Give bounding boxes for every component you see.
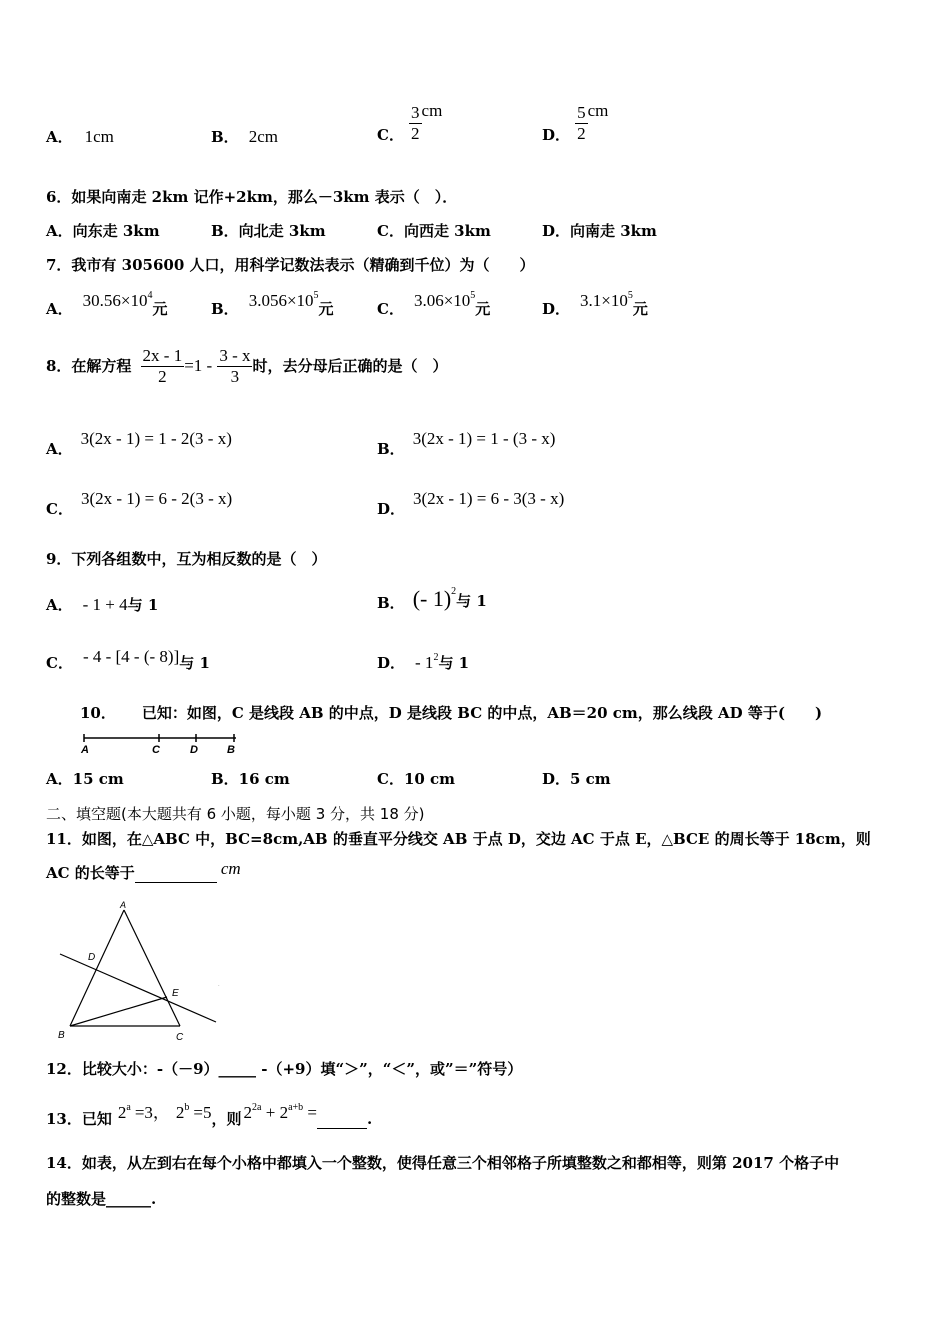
vertex-label-c: C bbox=[176, 1032, 184, 1043]
q6-option-c: C．向西走 3km bbox=[377, 222, 491, 240]
q8-option-a: A．3(2x - 1) = 1 - 2(3 - x) bbox=[46, 429, 232, 458]
q14-line2: 的整数是______. bbox=[46, 1190, 157, 1208]
stray-mark: . bbox=[218, 982, 220, 988]
q9-option-d: D． - $1^2$与 1 bbox=[377, 652, 470, 672]
section-heading: 二、填空题(本大题共有 6 小题，每小题 3 分，共 18 分) bbox=[46, 805, 425, 823]
q7-option-a: A． $30.56\times 10^4$元 bbox=[46, 290, 168, 318]
q11-line2: AC 的长等于 cm bbox=[46, 859, 241, 882]
q5-option-c: C． $\frac{3}{2}$ cm bbox=[377, 101, 443, 144]
q9-option-a: A． - 1 + 4与 1 bbox=[46, 595, 159, 614]
q12-text: 12．比较大小：-（－9）_____ -（+9）填“＞”，“＜”，或”＝”符号） bbox=[46, 1060, 523, 1078]
vertex-label-b: B bbox=[58, 1030, 65, 1041]
q8-stem: 8．在解方程 $\frac{2x - 1}{2}$ =1 - $\frac{3 - x}{3}$ 时，去分母后正确的是（ ） bbox=[46, 346, 448, 386]
point-label-e: E bbox=[172, 988, 179, 999]
q5-option-d: D． $\frac{5}{2}$ cm bbox=[542, 101, 609, 144]
q6-stem: 6．如果向南走 2km 记作+2km，那么－3km 表示（ ）． bbox=[46, 188, 458, 206]
q6-option-a: A．向东走 3km bbox=[46, 222, 160, 240]
q9-option-b: B． (- 1)$^2$与 1 bbox=[377, 586, 487, 612]
q11-triangle-figure bbox=[52, 898, 227, 1043]
q9-stem: 9．下列各组数中，互为相反数的是（ ） bbox=[46, 550, 327, 568]
q10-option-b: B．16 cm bbox=[211, 770, 290, 788]
q8-option-b: B．3(2x - 1) = 1 - (3 - x) bbox=[377, 429, 556, 458]
q7-option-b: B． $3.056\times 10^5$元 bbox=[211, 290, 334, 318]
q11-line1: 11．如图，在△ABC 中，BC=8cm,AB 的垂直平分线交 AB 于点 D，交边 AC 于点 E，△BCE 的周长等于 18cm，则 bbox=[46, 830, 871, 848]
q8-option-c: C．3(2x - 1) = 6 - 2(3 - x) bbox=[46, 489, 233, 518]
fraction: $\frac{3 - x}{3}$ bbox=[219, 346, 251, 386]
point-label-a: A bbox=[81, 744, 89, 756]
q14-line1: 14．如表，从左到右在每个小格中都填入一个整数，使得任意三个相邻格子所填整数之和都相等，则第 2017 个格子中 bbox=[46, 1154, 840, 1172]
q6-option-d: D．向南走 3km bbox=[542, 222, 657, 240]
q6-option-b: B．向北走 3km bbox=[211, 222, 326, 240]
vertex-label-a: A bbox=[120, 900, 127, 910]
q10-segment-figure bbox=[76, 732, 241, 758]
q7-stem: 7．我市有 305600 人口，用科学记数法表示（精确到千位）为（ ） bbox=[46, 256, 535, 274]
q10-option-a: A．15 cm bbox=[46, 770, 124, 788]
q7-option-d: D． $3.1\times 10^5$元 bbox=[542, 290, 648, 318]
point-label-c: C bbox=[152, 744, 160, 756]
q10-option-c: C．10 cm bbox=[377, 770, 456, 788]
point-label-d: D bbox=[190, 744, 198, 756]
q8-option-d: D．3(2x - 1) = 6 - 3(3 - x) bbox=[377, 489, 565, 518]
q7-option-c: C． $3.06\times 10^5$元 bbox=[377, 290, 491, 318]
q13-text: 13．已知 $2^a =3$， $2^b =5$，则 $2^{2a} + 2^{a+b}$ = . bbox=[46, 1102, 373, 1128]
q10-option-d: D．5 cm bbox=[542, 770, 611, 788]
q5-option-b: B． 2cm bbox=[211, 127, 278, 146]
fraction: $\frac{2x - 1}{2}$ bbox=[142, 346, 183, 386]
q9-option-c: C． - 4 - [4 - (- 8)]与 1 bbox=[46, 647, 210, 672]
point-label-b: B bbox=[227, 744, 235, 756]
fraction: $\frac{5}{2}$ bbox=[577, 103, 586, 143]
point-label-d: D bbox=[88, 952, 96, 963]
q10-stem: 10． 已知：如图，C 是线段 AB 的中点，D 是线段 BC 的中点，AB＝20 cm，那么线段 AD 等于( ) bbox=[80, 704, 823, 722]
q5-option-a: A． 1cm bbox=[46, 127, 114, 146]
fraction: $\frac{3}{2}$ bbox=[411, 103, 420, 143]
